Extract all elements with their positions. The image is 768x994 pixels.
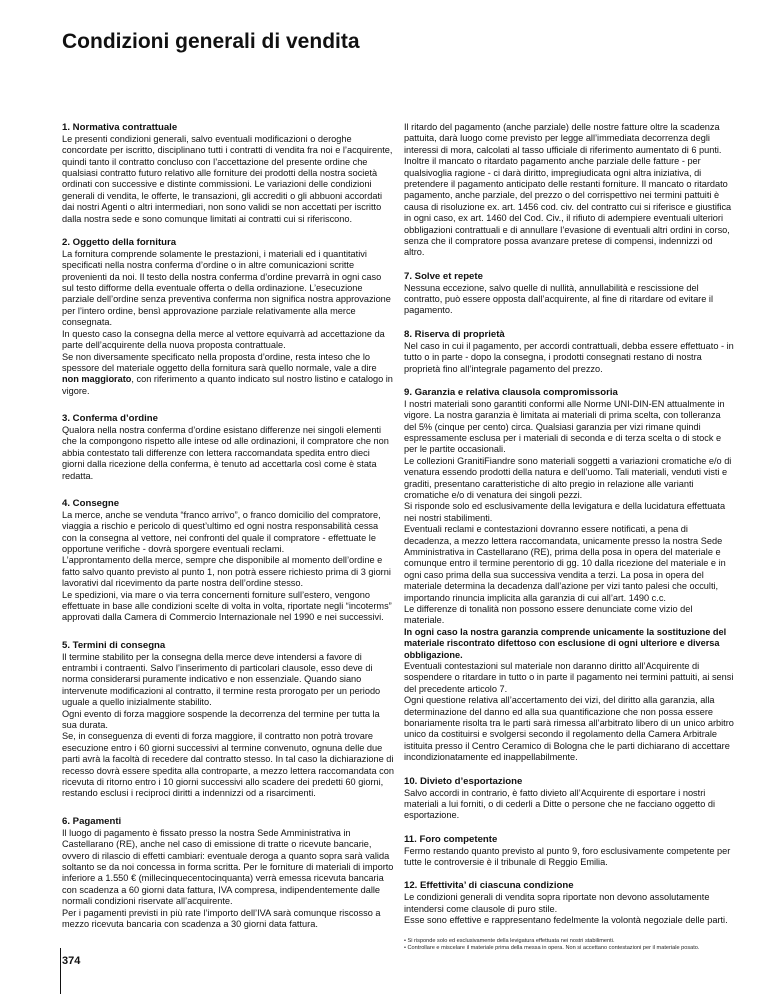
right-column [404,122,734,938]
section-heading: 7. Solve et repete [404,270,483,282]
section-paragraph: Ogni questione relativa all’accertamento dei vizi, del diritto alla garanzia, alla determinazione del danno ed alla sua quantificazione che non possa essere bonariamente risolta tra le parti sarà rimessa all’arbitrato libero di un unico arbitro unico da costituirsi e svolgersi secondo il regolamento della Camera Arbitrale istituita presso il Centro Ceramico di Bologna che le parti dichiarano di accettare incondizionatamente ed inappellabilmente. [404,695,734,763]
section-oggetto [62,237,394,397]
page-number-rule [60,948,61,994]
section-conferma [62,413,394,482]
section-consegne [62,498,394,624]
section-heading: 8. Riserva di proprietà [404,328,505,340]
footnotes [404,938,734,952]
section-paragraph: Il luogo di pagamento è fissato presso la nostra Sede Amministrativa in Castellarano (RE), anche nel caso di emissione di tratte o ricevute bancarie, ovvero di rilascio di effetti cambiari: eventuale deroga a quanto sopra sarà valida soltanto se da noi concessa in forma scritta. Per le forniture di materiali di importo inferiore a 1.550 € (millecinquecentocinquanta) verrà emessa ricevuta bancaria con scadenza a 60 giorni data fattura, IVA compresa, indipendentemente dalle normali condizioni riservate all’acquirente. [62,827,394,907]
section-paragraph: Si risponde solo ed esclusivamente della levigatura e della lucidatura effettuata nei nostri stabilimenti. [404,501,726,523]
section-heading: 4. Consegne [62,497,120,509]
section-heading: 6. Pagamenti [62,815,122,827]
section-paragraph: Esse sono effettive e rappresentano fedelmente la volontà negoziale delle parti. [404,914,728,925]
section-paragraph: Eventuali reclami e contestazioni dovranno essere notificati, a pena di decadenza, a mezzo lettera raccomandata, unicamente presso la nostra Sede Amministrativa in Castellarano (RE), prima della posa in opera del materiale e comunque entro il termine perentorio di gg. 10 dalla ricezione del materiale e in ogni caso prima della sua successiva vendita a terzi. La posa in opera del materiale determina la decadenza dall’azione per vizi tanto palesi che occulti, importando rinuncia implicita alla garanzia di cui all’art. 1490 c.c. [404,524,726,603]
section-paragraph: Le condizioni generali di vendita sopra riportate non devono assolutamente intendersi come clausole di puro stile. [404,892,710,914]
section-paragraph: I nostri materiali sono garantiti conformi alle Norme UNI-DIN-EN attualmente in vigore. La nostra garanzia è limitata ai materiali di prima scelta, con tolleranza del 5% (cinque per cento) circa. Qualsiasi garanzia per vizi rimane quindi espressamente esclusa per i materiali di seconda e di terza scelta o di stock e per le partite occasionali. [404,398,725,455]
text-run: , con riferimento a quanto indicato sul nostro listino e catalogo in vigore. [62,374,393,396]
section-heading: 3. Conferma d’ordine [62,413,158,425]
text-run: Se non diversamente specificato nella proposta d’ordine, resta inteso che lo spessore del materiale oggetto della fornitura sarà quello normale, vale a dire [62,351,377,373]
section-heading: 12. Effettivita’ di ciascuna condizione [404,880,574,892]
section-effettivita [404,880,734,926]
section-termini [62,640,394,800]
section-paragraph: Qualora nella nostra conferma d’ordine esistano differenze nei singoli elementi che la compongono rispetto alle intese od alle ordinazioni, il compratore che non abbia contestato tali differenze con lettera raccomandata spedita entro dieci giorni dalla ricezione della conferma, è tenuto ad accettarla così come è stata redatta. [62,424,389,481]
section-heading: 5. Termini di consegna [62,639,166,651]
section-pagamenti [62,816,394,930]
left-column [62,122,394,942]
section-paragraph: Per i pagamenti previsti in più rate l’importo dell’IVA sarà comunque riscosso a mezzo ricevuta bancaria con scadenza a 30 giorni data fattura. [62,907,381,929]
section-solve-et-repete [404,271,734,317]
section-garanzia [404,387,734,764]
section-paragraph: Le collezioni GranitiFiandre sono materiali soggetti a variazioni cromatiche e/o di venatura essendo prodotti della natura e dell’uomo. Tali materiali, venduti visti e graditi, presentano caratteristiche di alto pregio in relazione alle varianti cromatiche e/o di venatura dei singoli pezzi. [404,455,732,500]
section-heading: 2. Oggetto della fornitura [62,237,177,249]
section-paragraph: Salvo accordi in contrario, è fatto divieto all’Acquirente di esportare i nostri materiali a lui forniti, o di cederli a Ditte o persone che ne facciano oggetto di esportazione. [404,787,716,821]
section-paragraph: Ogni evento di forza maggiore sospende la decorrenza del termine per tutta la sua durata. [62,708,380,731]
bold-text: non maggiorato [62,374,132,385]
footnote: • Controllare e miscelare il materiale prima della messa in opera. Non si accettano contestazioni per il materiale posato. [404,945,700,951]
section-paragraph: Le presenti condizioni generali, salvo eventuali modificazioni o deroghe concordate per iscritto, disciplinano tutti i contratti di vendita fra noi e l’acquirente, quindi tanto il contratto concluso con l’accettazione del presente ordine che qualsiasi contratto futuro relativo alle forniture dei prodotti della nostra società ordinati con successive e distinte commissioni. Le variazioni delle condizioni generali di vendita, le offerte, le transazioni, gli accrediti o gli abbuoni accordati dai nostri Agenti o altri intermediari, non sono validi se non accettati per iscritto dalla nostra sede e sono comunque limitati ai contratti cui si riferiscono. [62,133,393,224]
section-paragraph: In questo caso la consegna della merce al vettore equivarrà ad accettazione da parte dell’acquirente della nuova proposta contrattuale. [62,328,385,351]
section-paragraph [62,352,394,398]
section-paragraph: La fornitura comprende solamente le prestazioni, i materiali ed i quantitativi specificati nella nostra conferma d’ordine o in altre comunicazioni scritte provenienti da noi. Il testo della nostra conferma d’ordine prevarrà in ogni caso sul testo difforme della eventuale offerta o della ordinazione. L’esecuzione parziale dell’ordine senza preventiva conferma non significa nostra approvazione per l’intero ordine, bensì approvazione parziale relativamente alla merce consegnata. [62,248,391,328]
section-ritardo-pagamento [404,122,734,259]
section-heading: 9. Garanzia e relativa clausola compromissoria [404,386,618,398]
bold-text: In ogni caso la nostra garanzia comprende unicamente la sostituzione del materiale riscontrato difettoso con esclusione di ogni ulteriore e diversa obbligazione. [404,626,727,660]
section-normativa [62,122,394,225]
section-paragraph: Se, in conseguenza di eventi di forza maggiore, il contratto non potrà trovare esecuzione entro i 60 giorni successivi al termine convenuto, ognuna delle due parti avrà la facoltà di recedere dal contratto stesso. In tal caso la dichiarazione di recesso dovrà essere spedita alla controparte, a mezzo lettera raccomandata con ricevuta di ritorno entro i 10 giorni successivi allo scadere dei predetti 60 giorni, restando esclusi i reciproci diritti a indennizzi od a risarcimenti. [62,731,394,799]
section-divieto-esportazione [404,776,734,822]
section-paragraph: Eventuali contestazioni sul materiale non daranno diritto all’Acquirente di sospendere o ritardare in tutto o in parte il pagamento nei termini pattuiti, ai sensi del precedente articolo 7. [404,661,734,694]
section-paragraph: Fermo restando quanto previsto al punto 9, foro esclusivamente competente per tutte le controversie è il tribunale di Reggio Emilia. [404,845,731,867]
section-paragraph: Il ritardo del pagamento (anche parziale) delle nostre fatture oltre la scadenza pattuita, darà luogo come previsto per legge all’immediata decorrenza degli interessi di mora, calcolati al tasso ufficiale di riferimento aumentato di 6 punti. Inoltre il mancato o ritardato pagamento anche parziale delle fatture - per qualsivoglia ragione - ci darà diritto, impregiudicata ogni altra iniziativa, di pretendere il pagamento anticipato delle restanti forniture. Il mancato o ritardato pagamento, anche parziale, del prezzo o del corrispettivo nei termini pattuiti è causa di risoluzione ex. art. 1456 cod. civ. del contratto cui si riferisce e giustifica in ogni caso, ex art. 1460 del Cod. Civ., il rifiuto di adempiere eventuali ulteriori obbligazioni contrattuali e di annullare l’evasione di eventuali altri ordini in corso, senza che il compratore possa avanzare pretese di compensi, indennizzi od altro. [404,122,732,258]
footnote: • Si risponde solo ed esclusivamente della levigatura effettuata nei nostri stabilimenti. [404,938,615,944]
section-paragraph: Le spedizioni, via mare o via terra concernenti forniture sull’estero, vengono effettuate in base alle condizioni scelte di volta in volta, riportate negli “incoterms” approvati dalla Camera di Commercio Internazionale nel 1990 e nei successivi. [62,589,392,623]
section-heading: 10. Divieto d’esportazione [404,775,523,787]
section-paragraph-bold [404,627,734,661]
section-paragraph: La merce, anche se venduta “franco arrivo”, o franco domicilio del compratore, viaggia a rischio e pericolo di quest’ultimo ed ogni nostra responsabilità cessa con la consegna al vettore, nei confronti del quale il compratore - effettuate le opportune verifiche - dovrà sporgere eventuali reclami. [62,509,381,554]
section-paragraph: L’approntamento della merce, sempre che disponibile al momento dell’ordine e fatto salvo quanto previsto al punto 1, non potrà essere richiesto prima di 3 giorni lavorativi dal ricevimento da parte nostra dell’ordine stesso. [62,555,391,589]
page-title: Condizioni generali di vendita [62,30,360,53]
section-heading: 1. Normativa contrattuale [62,122,178,133]
section-paragraph: Il termine stabilito per la consegna della merce deve intendersi a favore di entrambi i contraenti. Salvo l’inserimento di particolari clausole, esso deve di norma considerarsi puramente indicativo e non essenziale. Quando siano intervenute modificazioni al contratto, il termine resta prorogato per un periodo uguale a quello inizialmente stabilito. [62,651,381,708]
section-riserva [404,329,734,375]
page-number: 374 [62,955,81,967]
section-heading: 11. Foro competente [404,833,498,845]
section-foro-competente [404,834,734,869]
section-paragraph: Nessuna eccezione, salvo quelle di nullità, annullabilità e rescissione del contratto, può essere opposta dall’acquirente, al fine di ritardare od evitare il pagamento. [404,282,713,316]
section-paragraph: Le differenze di tonalità non possono essere denunciate come vizio del materiale. [404,604,693,626]
section-paragraph: Nel caso in cui il pagamento, per accordi contrattuali, debba essere effettuato - in tutto o in parte - dopo la consegna, i prodotti consegnati restano di nostra proprietà fino all’integrale pagamento del prezzo. [404,340,734,374]
